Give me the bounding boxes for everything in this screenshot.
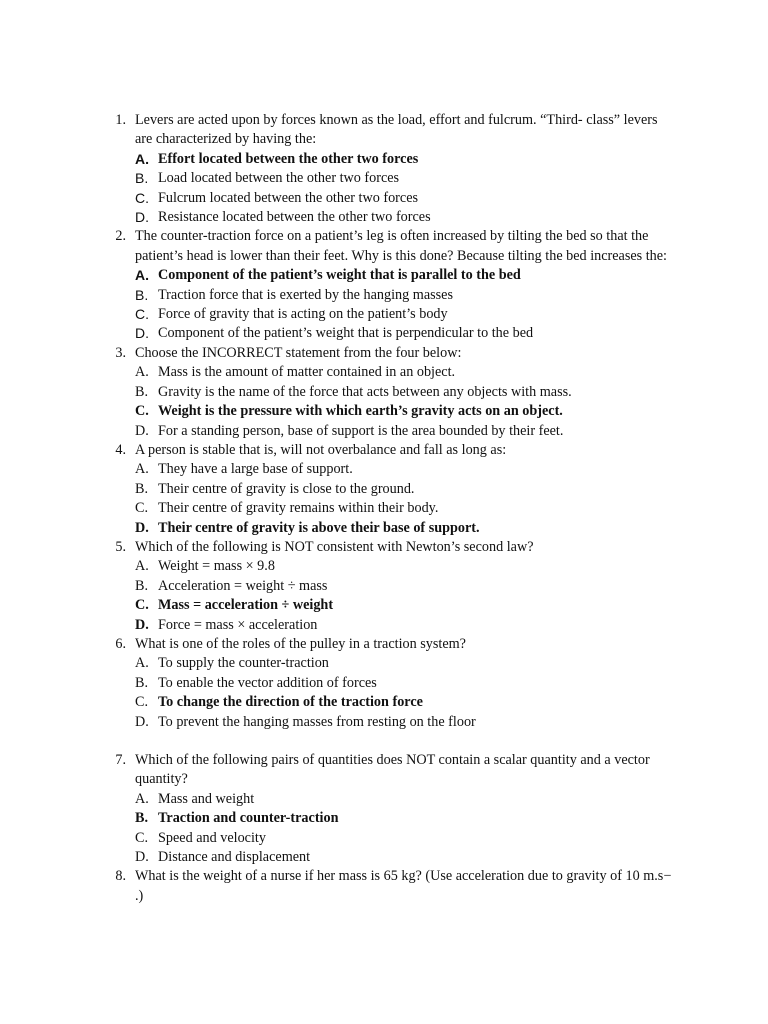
option-text: To enable the vector addition of forces (158, 674, 377, 691)
option-text: Speed and velocity (158, 829, 266, 846)
option-text: Distance and displacement (158, 849, 311, 866)
answer-option (135, 460, 678, 479)
option-letter: B. (135, 577, 149, 594)
option-text: Force of gravity that is acting on the patient’s body (158, 306, 448, 323)
option-text: Weight is the pressure with which earth’s gravity acts on an object. (158, 403, 563, 420)
option-letter: B. (135, 810, 149, 827)
option-letter: A. (135, 364, 149, 381)
answer-option (135, 208, 678, 227)
option-letter: A. (135, 790, 149, 807)
option-text: For a standing person, base of support is the area bounded by their feet. (158, 422, 564, 439)
option-text: Mass and weight (158, 790, 255, 807)
option-letter: B. (135, 286, 149, 303)
option-text: Gravity is the name of the force that acts between any objects with mass. (158, 383, 572, 400)
answer-option (135, 616, 678, 635)
answer-option (135, 189, 678, 208)
question-number: 7. (115, 752, 126, 768)
question-number: 2. (115, 228, 126, 245)
question-list (108, 111, 678, 906)
answer-option (135, 557, 678, 576)
question-text: Which of the following pairs of quantities does NOT contain a scalar quantity and a vector quantity? (135, 752, 650, 788)
option-text: Resistance located between the other two forces (158, 209, 431, 226)
question-2 (108, 227, 678, 343)
option-letter: A. (135, 267, 149, 284)
option-letter: A. (135, 558, 149, 575)
option-letter: D. (135, 209, 149, 226)
answer-option (135, 422, 678, 441)
question-7 (108, 751, 678, 867)
question-text: Levers are acted upon by forces known as the load, effort and fulcrum. “Third- class” levers are characterized by having the: (135, 112, 658, 148)
option-letter: C. (135, 500, 149, 517)
option-text: Component of the patient’s weight that is parallel to the bed (158, 267, 521, 284)
option-text: Mass = acceleration ÷ weight (158, 597, 334, 614)
option-letter: C. (135, 306, 149, 323)
answer-option (135, 519, 678, 538)
option-letter: B. (135, 170, 149, 187)
question-number: 8. (115, 868, 126, 885)
option-letter: A. (135, 655, 149, 672)
option-letter: D. (135, 325, 149, 342)
option-letter: D. (135, 849, 149, 866)
option-text: Traction and counter-traction (158, 810, 339, 827)
question-3 (108, 344, 678, 441)
answer-option (135, 499, 678, 518)
question-number: 3. (115, 344, 126, 361)
option-letter: D. (135, 713, 149, 730)
question-text: What is the weight of a nurse if her mass is 65 kg? (Use acceleration due to gravity of 10 m.s− .) (135, 868, 672, 904)
option-text: Weight = mass × 9.8 (158, 558, 275, 575)
option-letter: C. (135, 829, 149, 846)
answer-option (135, 809, 678, 828)
option-text: To change the direction of the traction force (158, 694, 423, 711)
answer-option (135, 848, 678, 867)
option-letter: B. (135, 383, 149, 400)
option-letter: B. (135, 480, 149, 497)
option-text: Force = mass × acceleration (158, 616, 318, 633)
question-text: A person is stable that is, will not overbalance and fall as long as: (135, 441, 507, 458)
question-text: The counter-traction force on a patient’s leg is often increased by tilting the bed so that the patient’s head is lower than their feet. Why is this done? Because tilting the bed increases the: (135, 228, 668, 264)
option-letter: A. (135, 150, 149, 167)
answer-option (135, 266, 678, 285)
question-text: Choose the INCORRECT statement from the four below: (135, 344, 462, 361)
option-text: Their centre of gravity remains within their body. (158, 500, 439, 517)
answer-option (135, 402, 678, 421)
option-text: To supply the counter-traction (158, 655, 329, 672)
option-text: Acceleration = weight ÷ mass (158, 577, 328, 594)
question-1 (108, 111, 678, 227)
option-letter: C. (135, 189, 149, 206)
option-text: Fulcrum located between the other two forces (158, 189, 419, 206)
answer-option (135, 363, 678, 382)
answer-option (135, 596, 678, 615)
question-6 (108, 635, 678, 732)
option-letter: A. (135, 461, 149, 478)
answer-option (135, 577, 678, 596)
answer-option (135, 693, 678, 712)
answer-option (135, 480, 678, 499)
option-text: Traction force that is exerted by the hanging masses (158, 286, 453, 303)
answer-option (135, 654, 678, 673)
answer-option (135, 305, 678, 324)
answer-option (135, 169, 678, 188)
answer-option (135, 674, 678, 693)
question-text: What is one of the roles of the pulley in a traction system? (135, 635, 466, 652)
question-4 (108, 441, 678, 538)
question-number: 1. (115, 112, 126, 128)
question-number: 4. (115, 441, 126, 458)
option-letter: B. (135, 674, 149, 691)
answer-option (135, 150, 678, 169)
question-5 (108, 538, 678, 635)
answer-option (135, 324, 678, 343)
answer-option (135, 713, 678, 732)
answer-option (135, 286, 678, 305)
question-8 (108, 867, 678, 906)
option-text: They have a large base of support. (158, 461, 353, 478)
option-text: Component of the patient’s weight that is perpendicular to the bed (158, 325, 534, 342)
option-text: Load located between the other two forces (158, 170, 400, 187)
option-letter: D. (135, 519, 149, 536)
option-text: Effort located between the other two forces (158, 150, 419, 167)
question-text: Which of the following is NOT consistent with Newton’s second law? (135, 538, 534, 555)
option-letter: C. (135, 403, 149, 420)
question-number: 5. (115, 538, 126, 555)
option-text: Mass is the amount of matter contained in an object. (158, 364, 456, 381)
option-letter: D. (135, 616, 149, 633)
option-text: Their centre of gravity is close to the ground. (158, 480, 415, 497)
answer-option (135, 383, 678, 402)
option-letter: D. (135, 422, 149, 439)
answer-option (135, 829, 678, 848)
option-text: To prevent the hanging masses from resting on the floor (158, 713, 476, 730)
option-text: Their centre of gravity is above their base of support. (158, 519, 480, 536)
option-letter: C. (135, 694, 149, 711)
option-letter: C. (135, 597, 149, 614)
question-number: 6. (115, 635, 126, 652)
answer-option (135, 790, 678, 809)
